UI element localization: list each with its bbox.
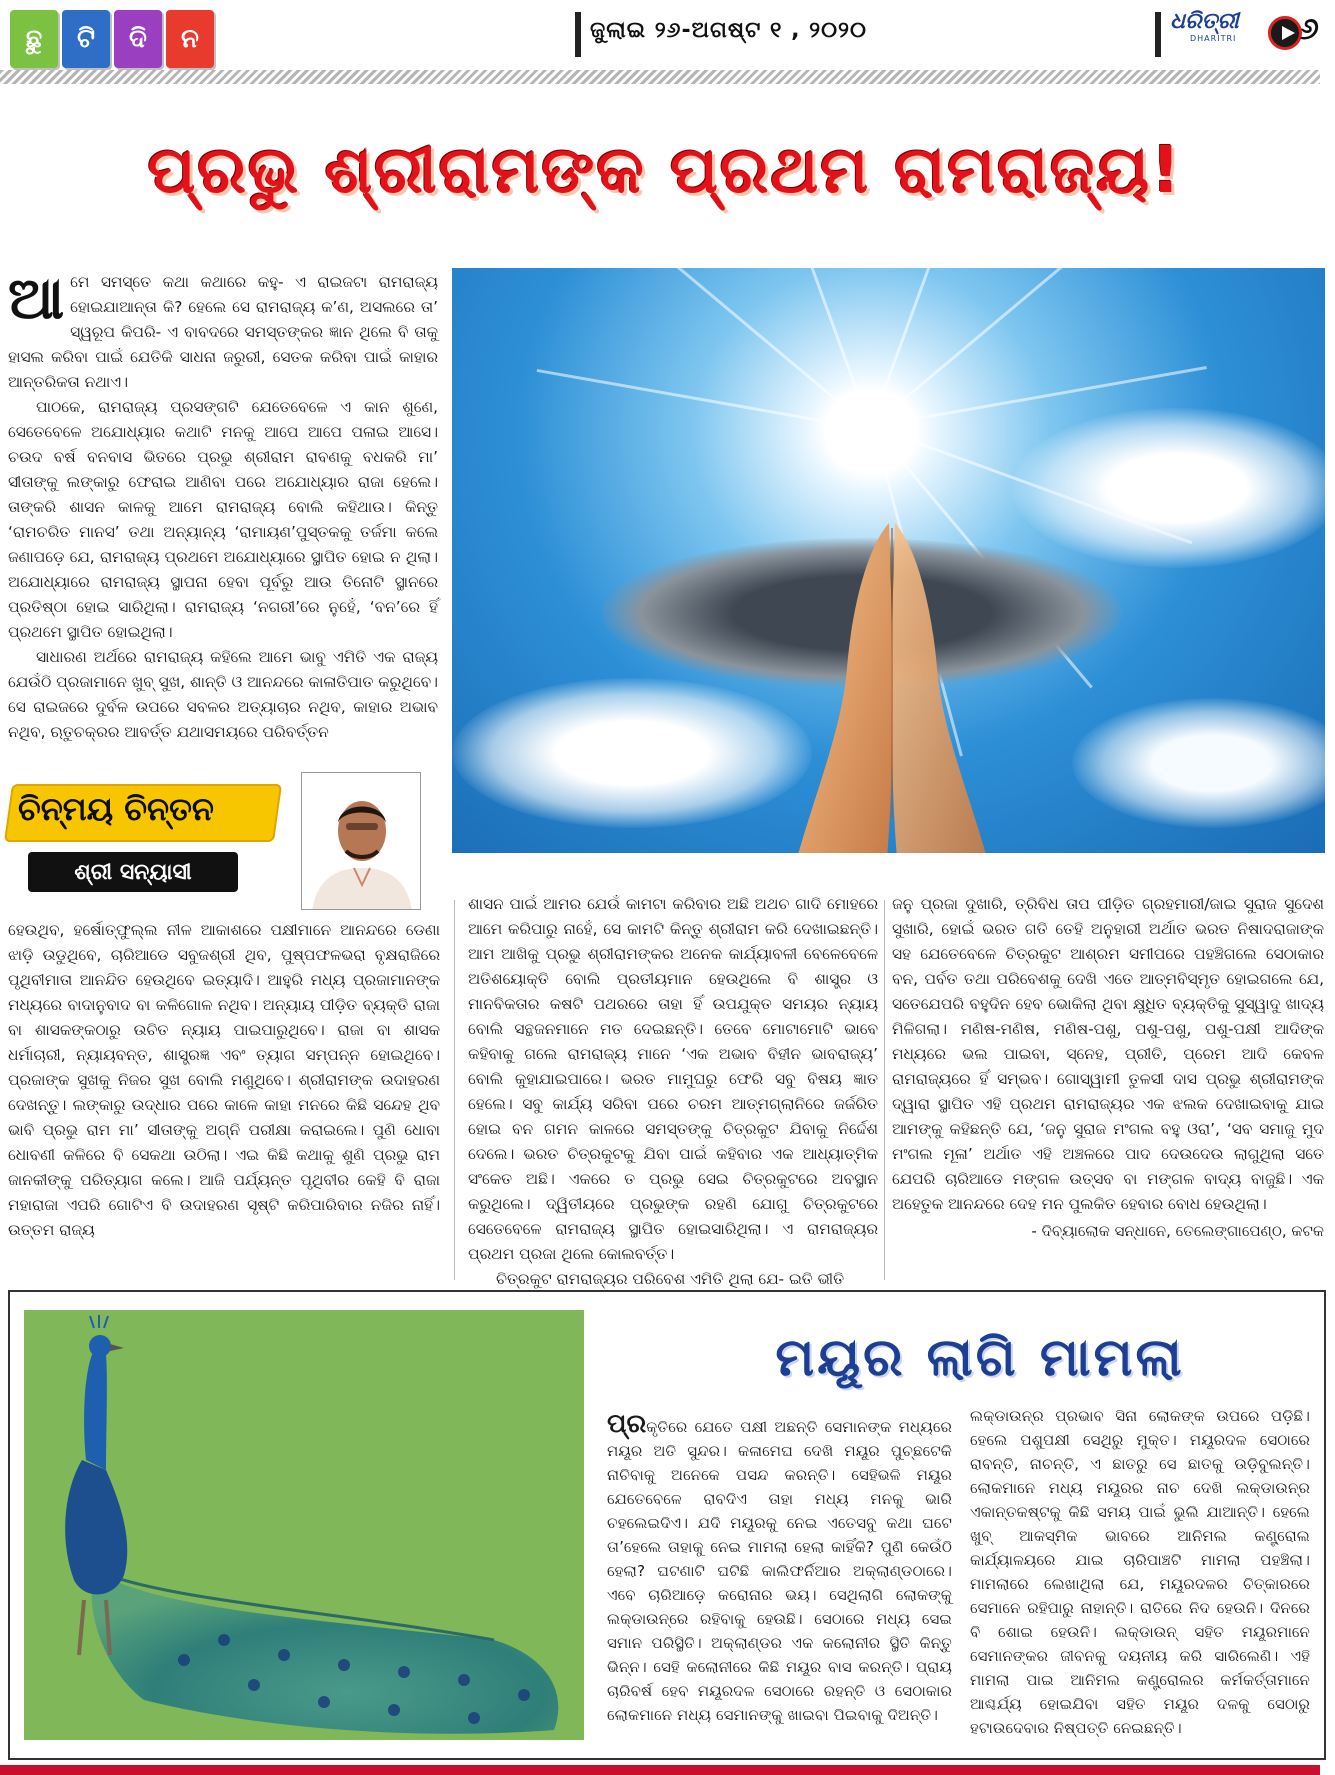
masthead-letter-1: ଛୁ (10, 10, 58, 68)
issue-date: ଜୁଲାଇ ୨୬-ଅଗଷ୍ଟ ୧ , ୨୦୨୦ (590, 18, 867, 43)
masthead-letter-3: ଦି (114, 10, 162, 68)
article-intro (8, 264, 438, 395)
article-column-3 (892, 892, 1324, 1244)
article-paragraph: ଜନୁ ପ୍ରଜା ଦୁଖାରି, ତ୍ରିବିଧ ତାପ ପୀଡ଼ିତ ଗ୍ରହମାରୀ/ଜାଇ ସୁରାଜ ସୁଦେଶ ସୁଖାରି, ହୋଇଁ ଭରତ ଗତି ତେହି ଅନୁହାରୀ ଅର୍ଥାତ ଭରତ ନିଷାଦରାଜାଙ୍କ ସହ ଯେତେବେଳେ ଚିତ୍ରକୁଟ ଆଶ୍ରମ ସମୀପରେ ପହଞ୍ଚିଗଲେ ସେଠାକାର ବନ, ପର୍ବତ ତଥା ପରିବେଶକୁ ଦେଖି ଏତେ ଆତ୍ମବିସ୍ମୃତ ହୋଇଗଲେ ଯେ, ସତେଯେପରି ବହୁଦିନ ହେବ ଭୋକିଲା ଥିବା କ୍ଷୁଧିତ ବ୍ୟକ୍ତିକୁ ସୁସ୍ୱାଦୁ ଖାଦ୍ୟ ମିଳିଗଲା। ମଣିଷ-ମଣିଷ, ମଣିଷ-ପଶୁ, ପଶୁ-ପଶୁ, ପଶୁ-ପକ୍ଷୀ ଆଦିଙ୍କ ମଧ୍ୟରେ ଭଲ ପାଇବା, ସ୍ନେହ, ପ୍ରୀତି, ପ୍ରେମ ଆଦି କେବଳ ରାମରାଜ୍ୟରେ ହିଁ ସମ୍ଭବ। ଗୋସ୍ୱାମୀ ତୁଳସୀ ଦାସ ପ୍ରଭୁ ଶ୍ରୀରାମଙ୍କ ଦ୍ୱାରା ସ୍ଥାପିତ ଏହି ପ୍ରଥମ ରାମରାଜ୍ୟର ଏକ ଝଲକ ଦେଖାଇବାକୁ ଯାଇ ଆମଙ୍କୁ କହିଛନ୍ତି ଯେ, ‘ଜନୁ ସୁରାଜ ମଂଗଲ ବହୁ ଓରା’, ‘ସବ ସମାଜୁ ମୁଦ ମଂଗଲ ମୂଳା’ ଅର୍ଥାତ ଏହି ଅଞ୍ଚଳରେ ପାଦ ଦେଉଦେଉ ଲାଗୁଥିଲା ସତେ ଯେପରି ଚାରିଆଡେ ମଙ୍ଗଳ ଉତ୍ସବ ବା ମଙ୍ଗଳ ବାଦ୍ୟ ବାଜୁଛି। ଏକ ଅହେତୁକ ଆନନ୍ଦରେ ଦେହ ମନ ପୁଲକିତ ହେବାର ବୋଧ ହେଉଥିଲା। (892, 895, 1324, 1213)
praying-hands-illustration (797, 518, 987, 853)
article-paragraph: ଚିତ୍ରକୁଟ ରାମରାଜ୍ୟର ପରିବେଶ ଏମିତି ଥିଲା ଯେ- ଇତି ଭୀତି (496, 1270, 845, 1288)
praying-hands-image (452, 268, 1325, 853)
column-title: ଚିନ୍ମୟ ଚିନ୍ତନ (18, 790, 214, 828)
peacock-image (24, 1310, 584, 1740)
article-credit: - ଦିବ୍ୟାଲୋକ ସନ୍ଧାନେ, ତେଲେଙ୍ଗାପେଣ୍ଠ, କଟକ (1031, 1222, 1324, 1240)
brand-name: ଧରିତ୍ରୀ (1170, 8, 1239, 34)
article-column-1 (8, 264, 438, 745)
article-headline: ପ୍ରଭୁ ଶ୍ରୀରାମଙ୍କ ପ୍ରଥମ ରାମରାଜ୍ୟ! (147, 133, 1183, 208)
article-paragraph: ଶାସନ ପାଇଁ ଆମର ଯେଉଁ କାମଟା କରିବାର ଅଛି ଅଥଚ ଗାଦି ମୋହରେ ଆମେ କରିପାରୁ ନାହେଁ, ସେ କାମଟି କିନ୍ତୁ ଶ୍ରୀରାମ କରି ଦେଖାଇଛନ୍ତି। ଆମ ଆଖିକୁ ପ୍ରଭୁ ଶ୍ରୀରାମଙ୍କର ଅନେକ କାର୍ଯ୍ୟାବଳୀ ବେଳେବେଳେ ଅତିଶୟୋକ୍ତି ବୋଲି ପ୍ରତୀୟମାନ ହେଉଥିଲେ ବି ଶାସ୍ତ୍ର ଓ ମାନବିକତାର କଷଟି ପଥରରେ ତାହା ହିଁ ଉପଯୁକ୍ତ ସମୟର ନ୍ୟାୟ ବୋଲି ସନ୍ଥଜନମାନେ ମତ ଦେଇଛନ୍ତି। ତେବେ ମୋଟାମୋଟି ଭାବେ କହିବାକୁ ଗଲେ ରାମରାଜ୍ୟ ମାନେ ‘ଏକ ଅଭାବ ବିହୀନ ଭାବରାଜ୍ୟ’ ବୋଲି କୁହାଯାଇପାରେ। ଭରତ ମାମୁଘରୁ ଫେରି ସବୁ ବିଷୟ ଜ୍ଞାତ ହେଲେ। ସବୁ କାର୍ଯ୍ୟ ସରିବା ପରେ ଚରମ ଆତ୍ମଗ୍ଲାନିରେ ଜର୍ଜରିତ ହୋଇ ବନ ଗମନ କାଳରେ ସମସ୍ତଙ୍କୁ ଚିତ୍ରକୁଟ ଯିବାକୁ ନିର୍ଦ୍ଦେଶ ଦେଲେ। ଭରତ ଚିତ୍ରକୁଟକୁ ଯିବା ପାଇଁ କହିବାର ଏକ ଆଧ୍ୟାତ୍ମିକ ସଂକେତ ଅଛି। ଏକରେ ତ ପ୍ରଭୁ ସେଇ ଚିତ୍ରକୁଟରେ ଅବସ୍ଥାନ କରୁଥିଲେ। ଦ୍ୱିତୀୟରେ ପ୍ରଭୁଙ୍କ ରହଣି ଯୋଗୁ ଚିତ୍ରକୁଟରେ ସେତେବେଳେ ରାମରାଜ୍ୟ ସ୍ଥାପିତ ହୋଇସାରିଥିଲା। ଏ ରାମରାଜ୍ୟର ପ୍ରଥମ ପ୍ରଜା ଥିଲେ କୋଲବର୍ତ୍ତ। (468, 895, 878, 1263)
dropcap: ଆ (8, 264, 65, 332)
column-block (8, 760, 440, 908)
footer-strip (0, 1765, 1320, 1775)
column-rule (884, 900, 885, 1280)
header-divider (1155, 12, 1161, 57)
brand-subtitle: DHARITRI (1190, 34, 1237, 43)
article-paragraph: ପାଠକେ, ରାମରାଜ୍ୟ ପ୍ରସଙ୍ଗଟି ଯେତେବେଳେ ଏ କାନ ଶୁଣେ, ସେତେବେଳେ ଅଯୋଧ୍ୟାର କଥାଟି ମନକୁ ଆପେ ଆପେ ପଳାଇ ଆସେ। ଚଉଦ ବର୍ଷ ବନବାସ ଭିତରେ ପ୍ରଭୁ ଶ୍ରୀରାମ ରାବଣକୁ ବଧକରି ମା’ ସୀତାଙ୍କୁ ଲଙ୍କାରୁ ଫେରାଇ ଆଣିବା ପରେ ଅଯୋଧ୍ୟାର ରାଜା ହେଲେ। ତାଙ୍କରି ଶାସନ କାଳକୁ ଆମେ ରାମରାଜ୍ୟ ବୋଲି କହିଥାଉ। କିନ୍ତୁ ‘ରାମଚରିତ ମାନସ’ ତଥା ଅନ୍ୟାନ୍ୟ ‘ରାମାୟଣ’ପୁସ୍ତକକୁ ତର୍ଜମା କଲେ ଜଣାପଡ଼େ ଯେ, ରାମରାଜ୍ୟ ପ୍ରଥମେ ଅଯୋଧ୍ୟାରେ ସ୍ଥାପିତ ହୋଇ ନ ଥିଲା। ଅଯୋଧ୍ୟାରେ ରାମରାଜ୍ୟ ସ୍ଥାପନା ହେବା ପୂର୍ବରୁ ଆଉ ତିନୋଟି ସ୍ଥାନରେ ପ୍ରତିଷ୍ଠା ହୋଇ ସାରିଥିଲା। ରାମରାଜ୍ୟ ‘ନଗରୀ’ରେ ନୁହେଁ, ‘ବନ’ରେ ହିଁ ପ୍ରଥମେ ସ୍ଥାପିତ ହୋଇଥିଲା। (8, 398, 438, 641)
page-number: ୬ (1300, 12, 1319, 47)
dropcap: ପ୍ର (607, 1409, 647, 1439)
play-icon (1268, 16, 1302, 50)
header-divider (575, 12, 581, 57)
peacock-column-2: ଲକ୍‌ଡାଉନ୍‌ର ପ୍ରଭାବ ସିନା ଲୋକଙ୍କ ଉପରେ ପଡ଼ିଛି। ହେଲେ ପଶୁପକ୍ଷୀ ସେଥିରୁ ମୁକ୍ତ। ମୟୂରଦଳ ସେଠାରେ ରାବନ୍ତି, ନାଚନ୍ତି, ଏ ଛାତରୁ ସେ ଛାତକୁ ଉଡ଼ିବୁଲନ୍ତି। ଲୋକମାନେ ମଧ୍ୟ ମୟୂରର ନାଚ ଦେଖି ଲକ୍‌ଡାଉନ୍‌ର ଏକାନ୍ତକଷ୍ଟକୁ କିଛି ସମୟ ପାଇଁ ଭୁଲି ଯାଆନ୍ତି। ହେଲେ ଖୁବ୍ ଆକସ୍ମିକ ଭାବରେ ଆନିମଲ କଣ୍ଟ୍ରୋଲ କାର୍ଯ୍ୟାଳୟରେ ଯାଇ ଚାରିପାଞ୍ଚଟି ମାମଲା ପହଞ୍ଚିଲା। ମାମଲାରେ ଲେଖାଥିଲା ଯେ, ମୟୂରଦଳର ଚିତ୍କାରରେ ସେମାନେ ରହିପାରୁ ନାହାନ୍ତି। ରାତିରେ ନିଦ ହେଉନି। ଦିନରେ ବି ଶୋଇ ହେଉନି। ଲକ୍‌ଡାଉନ୍ ସହିତ ମୟୂରମାନେ ସେମାନଙ୍କର ଜୀବନକୁ ଦୟନୀୟ କରି ସାରିଲେଣି। ଏହି ମାମଲା ପାଇ ଆନିମଲ କଣ୍ଟ୍ରୋଲର କର୍ମକର୍ତ୍ତାମାନେ ଆଶ୍ଚର୍ଯ୍ୟ ହୋଇଯିବା ସହିତ ମୟୂର ଦଳକୁ ସେଠାରୁ ହଟାଉଦେବାର ନିଷ୍ପତ୍ତି ନେଇଛନ୍ତି। (970, 1407, 1310, 1737)
article-paragraph: ସାଧାରଣ ଅର୍ଥରେ ରାମରାଜ୍ୟ କହିଲେ ଆମେ ଭାବୁ ଏମିତି ଏକ ରାଜ୍ୟ ଯେଉଁଠି ପ୍ରଜାମାନେ ଖୁବ୍ ସୁଖ, ଶାନ୍ତି ଓ ଆନନ୍ଦରେ କାଳାତିପାତ କରୁଥିବେ। ସେ ରାଇଜରେ ଦୁର୍ବଳ ଉପରେ ସବଳର ଅତ୍ୟାଚାର ନଥିବ, କାହାର ଅଭାବ ନଥିବ, ଋତୁଚକ୍ରର ଆବର୍ତ୍ତ ଯଥାସମୟରେ ପରିବର୍ତ୍ତନ (8, 648, 438, 741)
peacock-column-1 (607, 1409, 952, 1727)
column-rule (454, 900, 455, 1280)
author-photo (301, 772, 421, 910)
peacock-headline: ମୟୂର ଲାଗି ମାମଲା (775, 1327, 1185, 1388)
column-author: ଶ୍ରୀ ସନ୍ୟାସୀ (28, 852, 238, 892)
article-column-1-continued: ହେଉଥିବ, ହର୍ଷୋତ୍ଫୁଲ୍ଲ ନୀଳ ଆକାଶରେ ପକ୍ଷୀମାନେ ଆନନ୍ଦରେ ଡେଣା ଝାଡ଼ି ଉଡୁଥିବେ, ଚାରିଆଡେ ସବୁଜଶ୍ରୀ ଥିବ, ପୁଷ୍ପଫଳଭରା ବୃକ୍ଷରାଜିରେ ପୃଥିବୀମାତା ଆନନ୍ଦିତ ହେଉଥିବେ ଇତ୍ୟାଦି। ଆହୁରି ମଧ୍ୟ ପ୍ରଜାମାନଙ୍କ ମଧ୍ୟରେ ବାଦାନୁବାଦ ବା କଳିଗୋଳ ନଥିବ। ଅନ୍ୟାୟ ପୀଡ଼ିତ ବ୍ୟକ୍ତି ରାଜା ବା ଶାସକଙ୍କଠାରୁ ଉଚିତ ନ୍ୟାୟ ପାଇପାରୁଥିବେ। ରାଜା ବା ଶାସକ ଧର୍ମାଚାରୀ, ନ୍ୟାୟବନ୍ତ, ଶାସ୍ତ୍ରଜ୍ଞ ଏବଂ ତ୍ୟାଗ ସମ୍ପନ୍ନ ହୋଇଥିବେ। ପ୍ରଜାଙ୍କ ସୁଖକୁ ନିଜର ସୁଖ ବୋଲି ମଣୁଥିବେ। ଶ୍ରୀରାମଙ୍କ ଉଦାହରଣ ଦେଖନ୍ତୁ। ଲଙ୍କାରୁ ଉଦ୍ଧାର ପରେ କାଳେ କାହା ମନରେ କିଛି ସନ୍ଦେହ ଥିବ ଭାବି ପ୍ରଭୁ ରାମ ମା’ ସୀତାଙ୍କୁ ଅଗ୍ନି ପରୀକ୍ଷା କରାଇଲେ। ପୁଣି ଧୋବା ଧୋବଣୀ କଳିରେ ବି ସେକଥା ଉଠିଲା। ଏଇ କିଛି କଥାକୁ ଶୁଣି ପ୍ରଭୁ ରାମ ଜାନକୀଙ୍କୁ ପରିତ୍ୟାଗ କଲେ। ଆଜି ପର୍ଯ୍ୟନ୍ତ ପୃଥିବୀର କେହି ବି ରାଜା ମହାରାଜା ଏପରି ଗୋଟିଏ ବି ଉଦାହରଣ ସୃଷ୍ଟି କରିପାରିବାର ନଜିର ନାହିଁ। ଉତ୍ତମ ରାଜ୍ୟ (8, 921, 440, 1239)
peacock-text: କୃତିରେ ଯେତେ ପକ୍ଷୀ ଅଛନ୍ତି ସେମାନଙ୍କ ମଧ୍ୟରେ ମୟୂର ଅତି ସୁନ୍ଦର। କଳାମେଘ ଦେଖି ମୟୂର ପୁଚ୍ଛଟେକି ନାଚିବାକୁ ଅନେକେ ପସନ୍ଦ କରନ୍ତି। ସେହିଭଳି ମୟୂର ଯେତେବେଳେ ରାବଦିଏ ତାହା ମଧ୍ୟ ମନକୁ ଭାରି ଚହଲେଇଦିଏ। ଯଦି ମୟୂରକୁ ନେଇ ଏତେସବୁ କଥା ଘଟେ ତା’ହେଲେ ତାହାକୁ ନେଇ ମାମଲା ହେଲା କାହିଁକି? ପୁଣି କେଉଁଠି ହେଲା? ଘଟଣାଟି ଘଟିଛି କାଲିଫର୍ନିଆର ଅକ୍ଲାଣ୍ଡଠାରେ। ଏବେ ଚାରିଆଡ଼େ କରୋନାର ଭୟ। ସେଥିଲାଗି ଲୋକଙ୍କୁ ଲକ୍‌ଡାଉନ୍‌ରେ ରହିବାକୁ ହେଉଛି। ସେଠାରେ ମଧ୍ୟ ସେଇ ସମାନ ପରିସ୍ଥିତି। ଅକ୍ଲାଣ୍ଡର ଏକ କଲୋନୀର ସ୍ଥିତି କିନ୍ତୁ ଭିନ୍ନ। ସେହି କଲୋନୀରେ କିଛି ମୟୂର ବାସ କରନ୍ତି। ପ୍ରାୟ ଚାରିବର୍ଷ ହେବ ମୟୂରଦଳ ସେଠାରେ ରହନ୍ତି ଓ ସେଠାକାର ଲୋକମାନେ ମଧ୍ୟ ସେମାନଙ୍କୁ ଖାଇବା ପିଇବାକୁ ଦିଅନ୍ତି। (607, 1418, 952, 1724)
article-column-2 (468, 892, 878, 1292)
brand-logo (1170, 8, 1250, 58)
header-stripe (0, 70, 1320, 84)
peacock-illustration (24, 1310, 584, 1740)
masthead-letter-4: ନ (166, 10, 214, 68)
masthead-letter-2: ଟି (62, 10, 110, 68)
intro-text: ମେ ସମସ୍ତେ କଥା କଥାରେ କହୁ- ଏ ରାଇଜଟା ରାମରାଜ୍ୟ ହୋଇଯାଆନ୍ତା କି? ହେଲେ ସେ ରାମରାଜ୍ୟ କ’ଣ, ଅସଲରେ ତା’ ସ୍ୱରୂପ କିପରି- ଏ ବାବଦରେ ସମସ୍ତଙ୍କର ଜ୍ଞାନ ଥିଲେ ବି ତାକୁ ହାସଲ କରିବା ପାଇଁ ଯେତିକି ସାଧନା ଜରୁରୀ, ସେତକ କରିବା ପାଇଁ କାହାର ଆନ୍ତରିକତା ନଥାଏ। (8, 273, 438, 391)
